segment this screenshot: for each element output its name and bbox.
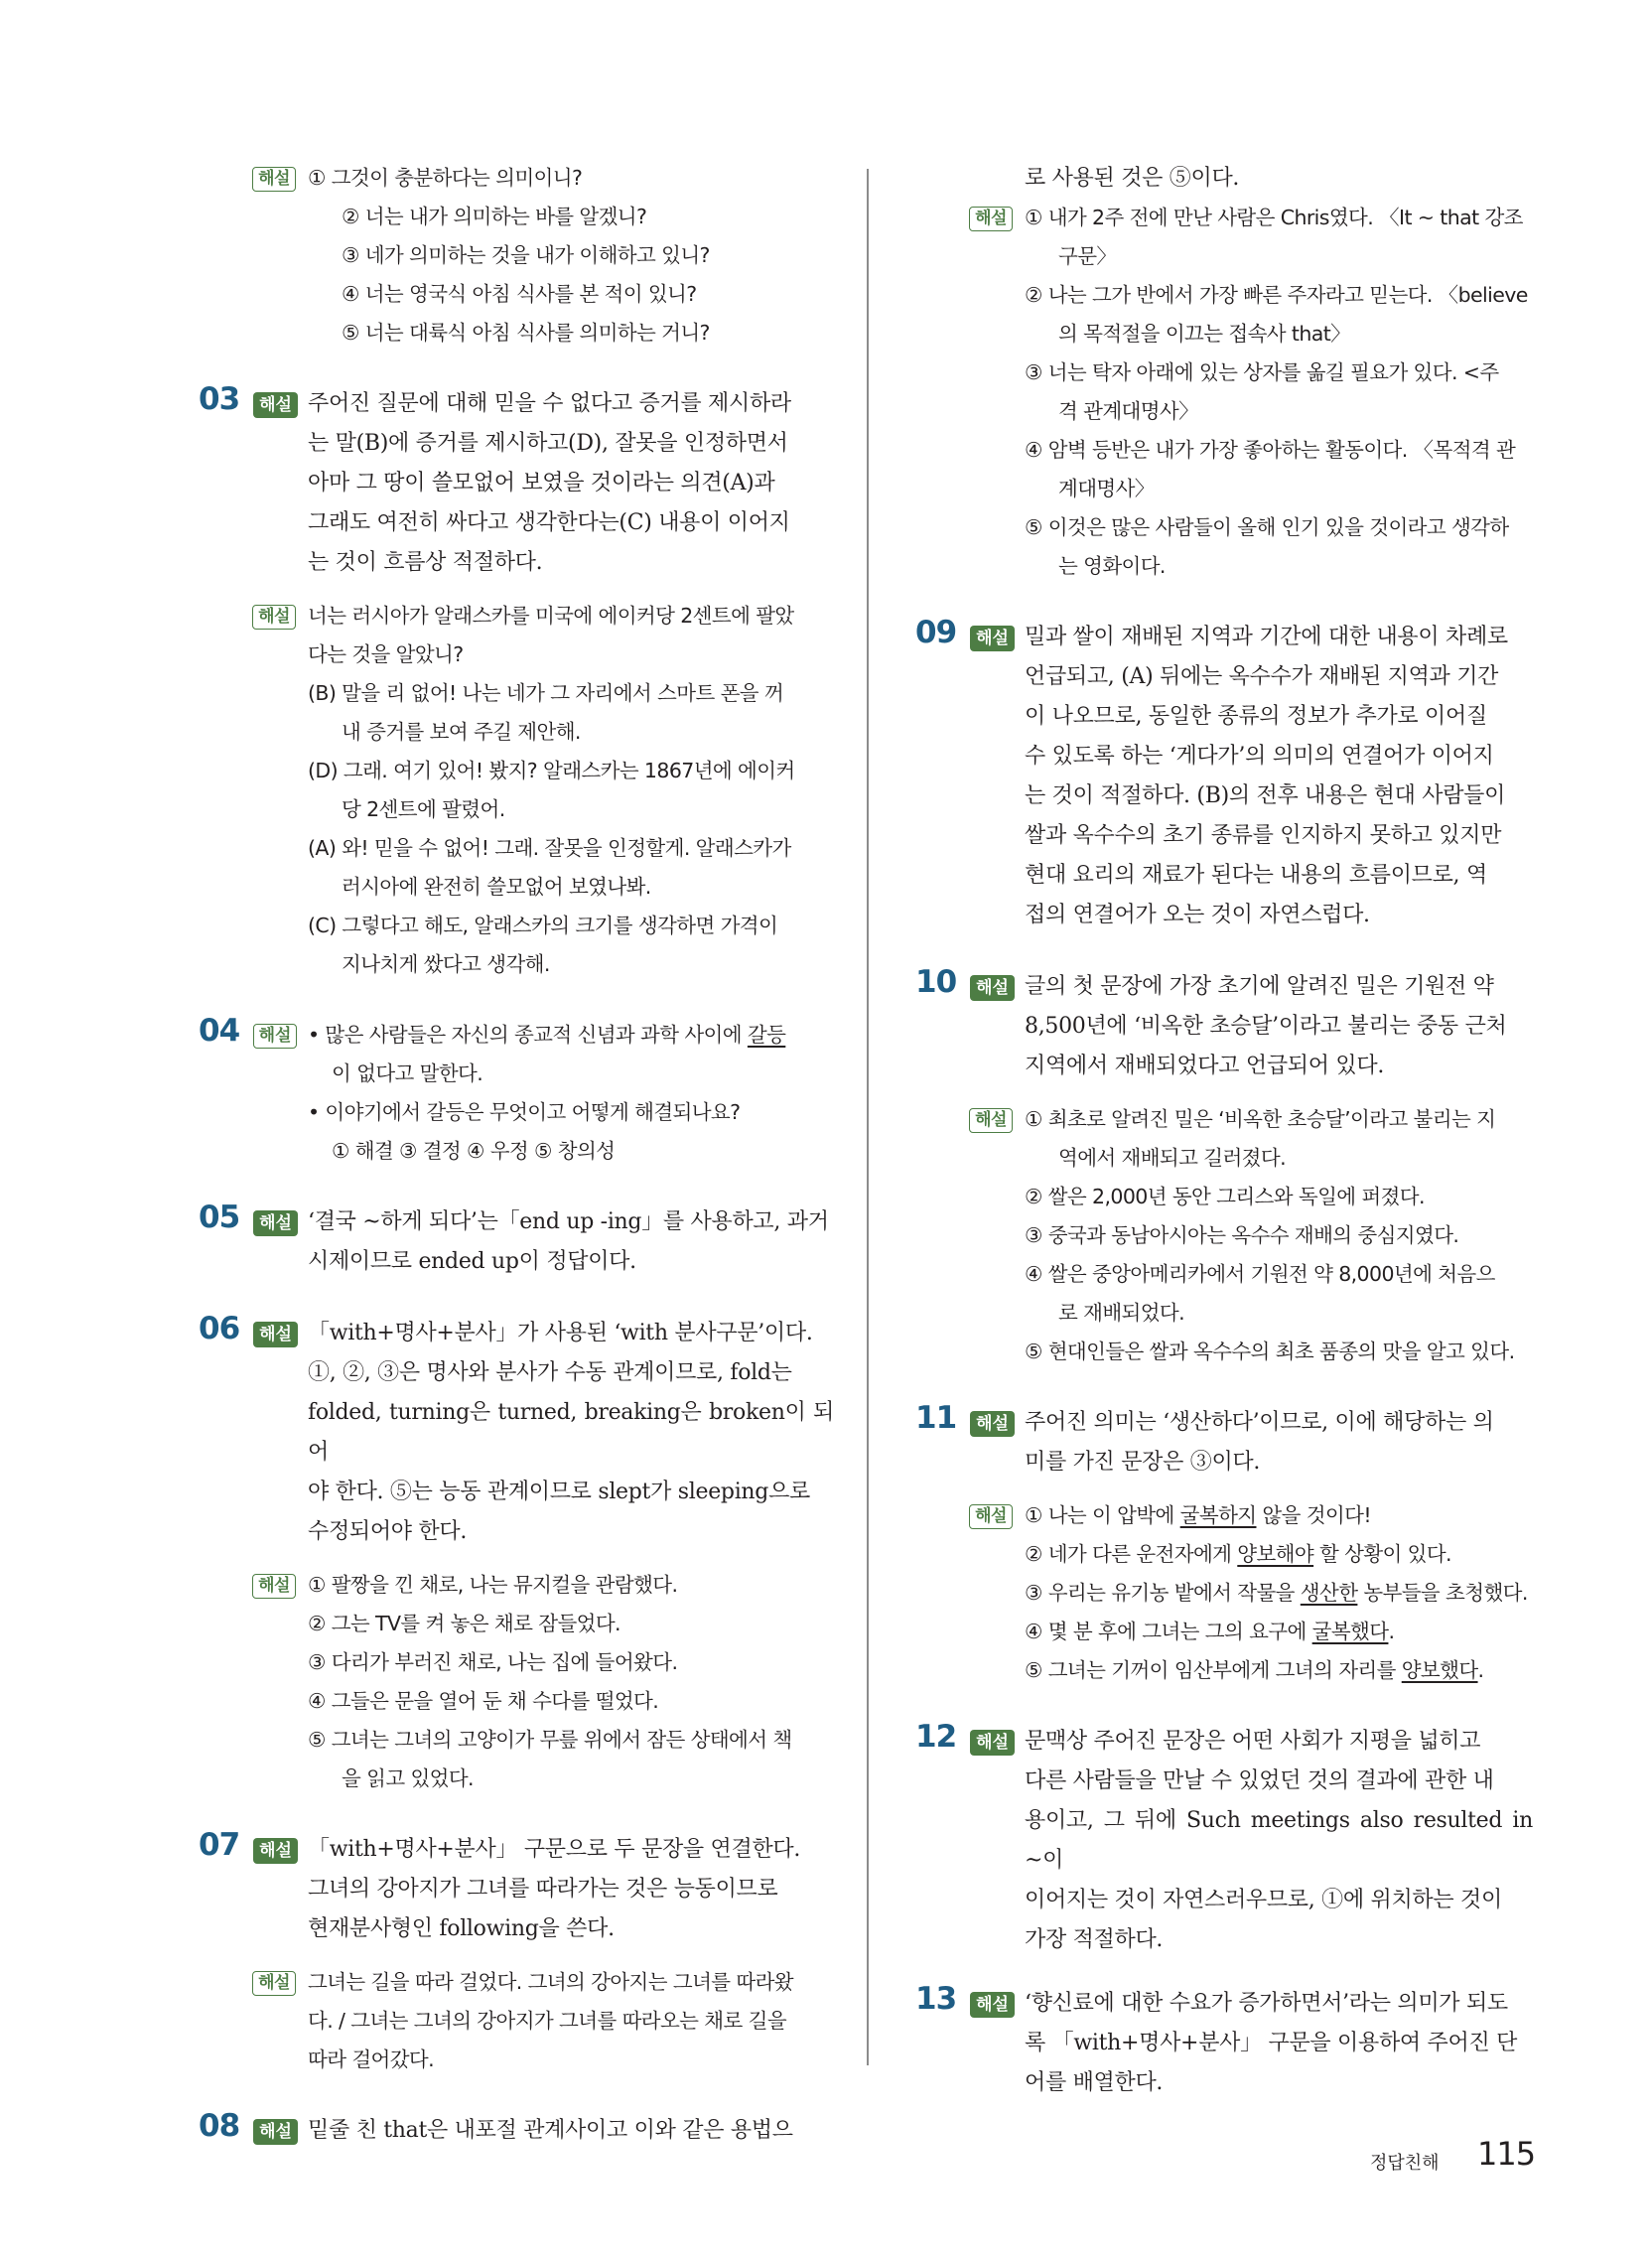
text-span: ① 나는 이 압박에 <box>1025 1503 1180 1527</box>
text-line: 8,500년에 ‘비옥한 초승달’이라고 불리는 중동 근처 <box>1025 1014 1507 1039</box>
text-line: folded, turning은 turned, breaking은 broken이 되어 <box>308 1400 834 1465</box>
text-line <box>1025 1613 1533 1651</box>
text-line: 이 없다고 말한다. <box>332 1061 483 1085</box>
explanation-badge: 해설 <box>253 2119 298 2145</box>
underlined-word: 굴복하지 <box>1179 1503 1257 1527</box>
text-line: 지나치게 쌌다고 생각해. <box>342 952 550 976</box>
text-line: ⑤ 그녀는 그녀의 고양이가 무릎 위에서 잠든 상태에서 책 <box>308 1728 792 1752</box>
text-line: ① 최초로 알려진 밀은 ‘비옥한 초승달’이라고 불리는 지 <box>1025 1107 1496 1131</box>
question-05 <box>199 1202 834 1282</box>
translation-badge: 해설 <box>252 1971 296 1996</box>
translation-line: ⑤ 너는 대륙식 아침 식사를 의미하는 거니? <box>342 321 710 345</box>
page-number: 115 <box>1477 2135 1536 2173</box>
underlined-word: 양보했다 <box>1401 1658 1478 1682</box>
explanation-badge: 해설 <box>253 392 298 418</box>
text-line: 계대명사〉 <box>1058 477 1155 500</box>
question-07 <box>199 1827 834 2079</box>
text-line: 이어지는 것이 자연스러우므로, ①에 위치하는 것이 <box>1025 1888 1502 1912</box>
text-span: ② 네가 다른 운전자에게 <box>1025 1542 1238 1566</box>
question-10 <box>915 964 1533 1371</box>
explanation-text <box>308 384 834 583</box>
translation-badge: 해설 <box>252 605 296 630</box>
text-line: ④ 쌀은 중앙아메리카에서 기원전 약 8,000년에 처음으 <box>1025 1262 1495 1286</box>
text-line: 따라 걸어갔다. <box>308 2047 435 2071</box>
text-line: ⑤ 현대인들은 쌀과 옥수수의 최초 품종의 맛을 알고 있다. <box>1025 1340 1515 1363</box>
explanation-badge: 해설 <box>970 626 1015 651</box>
text-line: 「with+명사+분사」가 사용된 ‘with 분사구문’이다. <box>308 1321 813 1345</box>
text-line: 수정되어야 한다. <box>308 1519 468 1544</box>
translation-line: ① 그것이 충분하다는 의미이니? <box>308 166 583 190</box>
text-line: 주어진 의미는 ‘생산하다’이므로, 이에 해당하는 의 <box>1025 1410 1494 1435</box>
text-span: ④ 몇 분 후에 그녀는 그의 요구에 <box>1025 1620 1312 1643</box>
text-line: 쌀과 옥수수의 초기 종류를 인지하지 못하고 있지만 <box>1025 823 1502 848</box>
text-span: ③ 우리는 유기농 밭에서 작물을 <box>1025 1581 1301 1605</box>
text-line: 너는 러시아가 알래스카를 미국에 에이커당 2센트에 팔았 <box>308 604 794 628</box>
text-line: 현재분사형인 following을 쓴다. <box>308 1916 615 1941</box>
explanation-text <box>308 1202 834 1282</box>
text-line: 가장 적절하다. <box>1025 1927 1164 1952</box>
translation-badge: 해설 <box>969 1108 1013 1133</box>
question-12 <box>915 1719 1533 1960</box>
underlined-word: 양보해야 <box>1237 1542 1314 1566</box>
translation-line: ③ 네가 의미하는 것을 내가 이해하고 있니? <box>342 243 710 267</box>
question-08-continued <box>971 159 1533 586</box>
text-line: 러시아에 완전히 쓸모없어 보였나봐. <box>342 875 651 899</box>
text-line: 야 한다. ⑤는 능동 관계이므로 slept가 sleeping으로 <box>308 1480 810 1504</box>
text-line: 그녀는 길을 따라 걸었다. 그녀의 강아지는 그녀를 따라왔 <box>308 1970 793 1994</box>
text-line: 의 목적절을 이끄는 접속사 that〉 <box>1058 322 1351 346</box>
translation-badge: 해설 <box>969 207 1013 231</box>
underlined-word: 생산한 <box>1300 1581 1358 1605</box>
translation-line: ② 너는 내가 의미하는 바를 알겠니? <box>342 205 647 228</box>
text-line <box>1025 1574 1533 1613</box>
text-span: . <box>1388 1620 1395 1643</box>
text-line: 그래도 여전히 싸다고 생각한다는(C) 내용이 이어지 <box>308 510 790 535</box>
text-line: 용이고, 그 뒤에 Such meetings also resulted in ~이 <box>1025 1808 1533 1873</box>
q02-continuation <box>199 159 834 353</box>
text-line: 는 말(B)에 증거를 제시하고(D), 잘못을 인정하면서 <box>308 431 788 456</box>
text-line: 「with+명사+분사」 구문으로 두 문장을 연결한다. <box>308 1837 801 1862</box>
question-11 <box>915 1400 1533 1690</box>
text-span: 할 상황이 있다. <box>1313 1542 1451 1566</box>
text-line: 을 읽고 있었다. <box>342 1766 474 1790</box>
text-span: . <box>1477 1658 1484 1682</box>
question-06 <box>199 1311 834 1798</box>
translation-badge: 해설 <box>252 1574 296 1599</box>
underlined-word: 갈등 <box>747 1023 786 1047</box>
translation-block <box>258 1566 834 1798</box>
question-number: 07 <box>199 1827 240 1863</box>
text-line: 접의 연결어가 오는 것이 자연스럽다. <box>1025 903 1370 927</box>
text-line: 미를 가진 문장은 ③이다. <box>1025 1450 1261 1475</box>
text-line: 내 증거를 보여 주길 제안해. <box>342 720 581 744</box>
explanation-text <box>1025 1984 1533 2103</box>
question-number: 10 <box>915 964 957 1000</box>
text-line: 그녀의 강아지가 그녀를 따라가는 것은 능동이므로 <box>308 1877 778 1902</box>
text-line: 는 것이 적절하다. (B)의 전후 내용은 현대 사람들이 <box>1025 783 1506 808</box>
text-line: 지역에서 재배되었다고 언급되어 있다. <box>1025 1054 1385 1078</box>
question-09 <box>915 615 1533 935</box>
question-04 <box>199 1013 834 1171</box>
text-line: 로 재배되었다. <box>1058 1301 1185 1325</box>
text-line: (C) 그렇다고 해도, 알래스카의 크기를 생각하면 가격이 <box>308 914 778 937</box>
text-line: 밀과 쌀이 재배된 지역과 기간에 대한 내용이 차례로 <box>1025 625 1508 649</box>
question-number: 05 <box>199 1200 240 1235</box>
text-line: 다른 사람들을 만날 수 있었던 것의 결과에 관한 내 <box>1025 1768 1494 1793</box>
text-line: ① 해결 ③ 결정 ④ 우정 ⑤ 창의성 <box>332 1139 616 1163</box>
text-line <box>1025 1496 1533 1535</box>
right-column <box>915 159 1533 2103</box>
text-line: 록 「with+명사+분사」 구문을 이용하여 주어진 단 <box>1025 2031 1518 2055</box>
text-line: 현대 요리의 재료가 된다는 내용의 흐름이므로, 역 <box>1025 863 1487 888</box>
question-08 <box>199 2108 834 2151</box>
text-line: ④ 그들은 문을 열어 둔 채 수다를 떨었다. <box>308 1689 659 1713</box>
translation-line: ④ 너는 영국식 아침 식사를 본 적이 있니? <box>342 282 697 306</box>
translation-badge: 해설 <box>253 1024 297 1049</box>
text-line: 는 것이 흐름상 적절하다. <box>308 550 543 575</box>
text-line: 시제이므로 ended up이 정답이다. <box>308 1249 636 1274</box>
text-line <box>1025 1535 1533 1574</box>
question-number: 03 <box>199 381 240 417</box>
text-line: ④ 암벽 등반은 내가 가장 좋아하는 활동이다. 〈목적격 관 <box>1025 438 1516 462</box>
explanation-badge: 해설 <box>253 1322 298 1347</box>
translation-block <box>975 1496 1533 1690</box>
text-line: • 이야기에서 갈등은 무엇이고 어떻게 해결되나요? <box>308 1100 741 1124</box>
text-line: ② 그는 TV를 켜 놓은 채로 잠들었다. <box>308 1612 620 1635</box>
text-line: 아마 그 땅이 쓸모없어 보였을 것이라는 의견(A)과 <box>308 471 775 495</box>
text-line: ③ 중국과 동남아시아는 옥수수 재배의 중심지였다. <box>1025 1223 1459 1247</box>
text-line: ① 내가 2주 전에 만난 사람은 Chris였다. 〈It ~ that 강조 <box>1025 206 1523 229</box>
text-line: ‘향신료에 대한 수요가 증가하면서’라는 의미가 되도 <box>1025 1991 1508 2016</box>
text-line: ①, ②, ③은 명사와 분사가 수동 관계이므로, fold는 <box>308 1360 792 1385</box>
translation-block <box>975 1100 1533 1371</box>
text-span: ⑤ 그녀는 기꺼이 임산부에게 그녀의 자리를 <box>1025 1658 1402 1682</box>
text-line: 다는 것을 알았니? <box>308 642 464 666</box>
explanation-badge: 해설 <box>253 1838 298 1864</box>
explanation-badge: 해설 <box>970 1992 1015 2018</box>
question-number: 08 <box>199 2108 240 2144</box>
text-line: (A) 와! 믿을 수 없어! 그래. 잘못을 인정할게. 알래스카가 <box>308 836 791 860</box>
text-line: 역에서 재배되고 길러졌다. <box>1058 1146 1286 1170</box>
question-number: 04 <box>199 1013 240 1049</box>
explanation-badge: 해설 <box>253 1210 298 1236</box>
question-number: 06 <box>199 1311 240 1346</box>
left-column <box>199 159 834 2151</box>
translation-block <box>308 1016 834 1171</box>
text-line: 문맥상 주어진 문장은 어떤 사회가 지평을 넓히고 <box>1025 1729 1481 1754</box>
text-line: • 많은 사람들은 자신의 종교적 신념과 과학 사이에 <box>308 1023 748 1047</box>
text-span: 않을 것이다! <box>1256 1503 1371 1527</box>
text-line: 밑줄 친 that은 내포절 관계사이고 이와 같은 용법으 <box>308 2118 793 2143</box>
question-number: 13 <box>915 1981 957 2017</box>
translation-block <box>258 1963 834 2079</box>
translation-badge: 해설 <box>969 1504 1013 1529</box>
text-line: 글의 첫 문장에 가장 초기에 알려진 밀은 기원전 약 <box>1025 974 1494 999</box>
text-line: 당 2센트에 팔렸어. <box>342 797 505 821</box>
text-line: 이 나오므로, 동일한 종류의 정보가 추가로 이어질 <box>1025 704 1487 729</box>
translation-block <box>975 199 1533 586</box>
translation-badge: 해설 <box>252 167 296 192</box>
text-line: 로 사용된 것은 ⑤이다. <box>1025 166 1240 191</box>
text-line: ⑤ 이것은 많은 사람들이 올해 인기 있을 것이라고 생각하 <box>1025 515 1509 539</box>
explanation-text <box>1025 1722 1533 1960</box>
column-divider <box>867 169 869 2065</box>
text-span: 농부들을 초청했다. <box>1357 1581 1528 1605</box>
explanation-badge: 해설 <box>970 1411 1015 1437</box>
explanation-text <box>1025 967 1533 1086</box>
text-line: ‘결국 ~하게 되다’는「end up -ing」를 사용하고, 과거 <box>308 1209 829 1234</box>
text-line <box>1025 1651 1533 1690</box>
explanation-text <box>1025 159 1533 199</box>
explanation-text <box>308 1830 834 1949</box>
explanation-text <box>1025 1403 1533 1482</box>
text-line: 다. / 그녀는 그녀의 강아지가 그녀를 따라오는 채로 길을 <box>308 2009 787 2033</box>
explanation-text <box>308 1314 834 1552</box>
question-number: 12 <box>915 1719 957 1755</box>
explanation-badge: 해설 <box>970 1730 1015 1756</box>
footer-label: 정답친해 <box>1370 2153 1440 2174</box>
text-line: 수 있도록 하는 ‘게다가’의 의미의 연결어가 이어지 <box>1025 744 1494 769</box>
explanation-badge: 해설 <box>970 975 1015 1001</box>
text-line: ② 쌀은 2,000년 동안 그리스와 독일에 퍼졌다. <box>1025 1185 1425 1208</box>
text-line: 격 관계대명사〉 <box>1058 399 1199 423</box>
text-line: ③ 다리가 부러진 채로, 나는 집에 들어왔다. <box>308 1650 678 1674</box>
text-line: ② 나는 그가 반에서 가장 빠른 주자라고 믿는다. 〈believe <box>1025 283 1528 307</box>
text-line: 는 영화이다. <box>1058 554 1166 578</box>
text-line: (B) 말을 리 없어! 나는 네가 그 자리에서 스마트 폰을 꺼 <box>308 681 784 705</box>
text-line: ① 팔짱을 낀 채로, 나는 뮤지컬을 관람했다. <box>308 1573 678 1597</box>
text-line: (D) 그래. 여기 있어! 봤지? 알래스카는 1867년에 에이커 <box>308 759 795 782</box>
translation-block <box>258 597 834 984</box>
explanation-text <box>308 2111 834 2151</box>
text-line: 언급되고, (A) 뒤에는 옥수수가 재배된 지역과 기간 <box>1025 664 1499 689</box>
text-line: ③ 너는 탁자 아래에 있는 상자를 옮길 필요가 있다. <주 <box>1025 360 1499 384</box>
question-number: 09 <box>915 615 957 650</box>
translation-block <box>258 159 834 353</box>
question-13 <box>915 1981 1533 2103</box>
underlined-word: 굴복했다 <box>1311 1620 1389 1643</box>
question-03 <box>199 381 834 984</box>
text-line: 어를 배열한다. <box>1025 2070 1164 2095</box>
explanation-text <box>1025 618 1533 935</box>
text-line: 구문〉 <box>1058 244 1117 268</box>
text-line: 주어진 질문에 대해 믿을 수 없다고 증거를 제시하라 <box>308 391 791 416</box>
question-number: 11 <box>915 1400 957 1436</box>
